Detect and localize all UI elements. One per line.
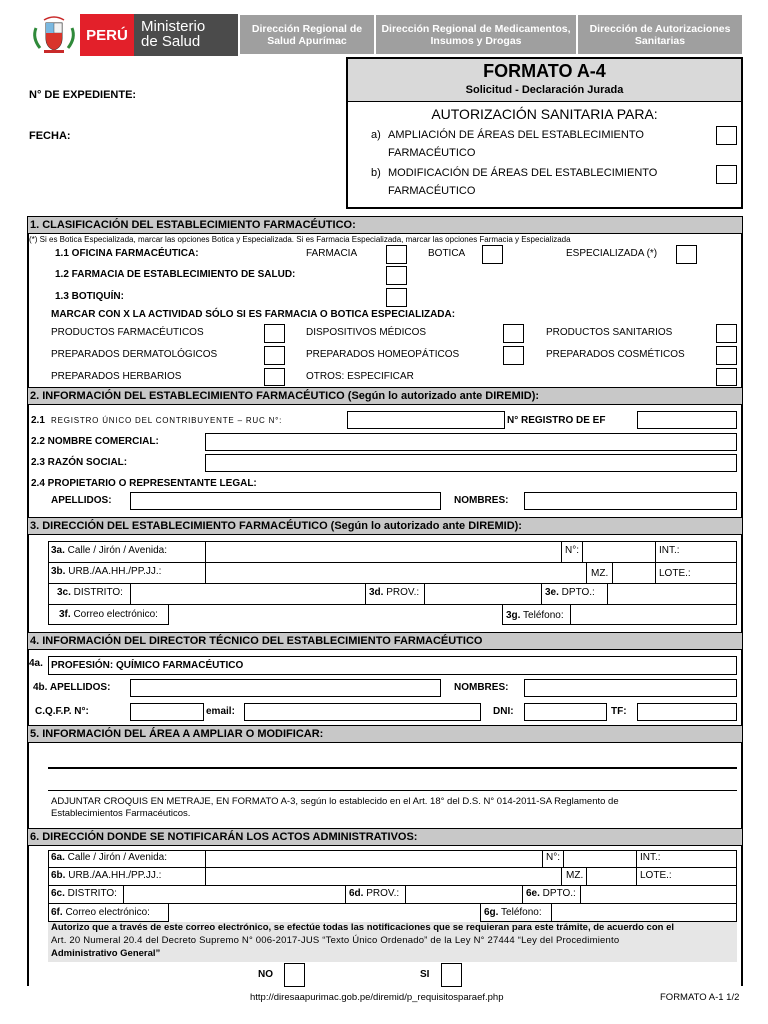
nombre-comercial-label: 2.2 NOMBRE COMERCIAL:	[31, 436, 159, 447]
propietario-nombres-input[interactable]	[524, 492, 737, 510]
propietario-label: 2.4 PROPIETARIO O REPRESENTANTE LEGAL:	[31, 478, 257, 489]
fecha-label: FECHA:	[29, 130, 71, 142]
cqfp-label: C.Q.F.P. N°:	[35, 706, 89, 717]
row-1-1-label: 1.1 OFICINA FARMACÉUTICA:	[55, 248, 199, 259]
s3-mz-input[interactable]	[612, 563, 656, 583]
s6-telefono-label	[484, 907, 542, 919]
s6-urb-text: URB./AA.HH./PP.JJ.:	[65, 870, 162, 881]
peru-label: PERÚ	[86, 26, 128, 44]
option-b-line2: FARMACÉUTICO	[388, 185, 476, 197]
s6-dpto-input[interactable]	[580, 886, 581, 903]
s6-calle-number: 6a.	[51, 852, 65, 863]
ruc-input[interactable]	[347, 411, 505, 429]
preparados-homeopaticos-checkbox[interactable]	[503, 346, 524, 365]
farmacia-label: FARMACIA	[306, 248, 358, 259]
director-nombres-input[interactable]	[524, 679, 737, 697]
profesion-label: PROFESIÓN: QUÍMICO FARMACÉUTICO	[51, 660, 244, 671]
director-email-input[interactable]	[244, 703, 481, 721]
s3-correo-input[interactable]	[168, 605, 503, 625]
s6-dpto-label	[526, 888, 576, 900]
tf-input[interactable]	[637, 703, 737, 721]
formato-title: FORMATO A-4	[483, 61, 606, 81]
peru-brand-block	[80, 14, 134, 56]
s6-int-label: INT.:	[640, 852, 661, 863]
s3-calle-text: Calle / Jirón / Avenida:	[64, 545, 168, 556]
s3-telefono-input[interactable]	[570, 605, 571, 625]
director-nombres-label: NOMBRES:	[454, 682, 509, 693]
especializada-checkbox[interactable]	[676, 245, 697, 264]
row-2-1-number: 2.1	[31, 415, 45, 426]
marcar-actividad-label: MARCAR CON X LA ACTIVIDAD SÓLO SI ES FARMACIA O BOTICA ESPECIALIZADA:	[51, 309, 456, 320]
preparados-herbarios-label: PREPARADOS HERBARIOS	[51, 371, 182, 382]
s3-distrito-input[interactable]	[130, 584, 366, 604]
option-b-letter: b)	[371, 167, 381, 179]
registro-ef-input[interactable]	[637, 411, 737, 429]
s3-correo-text: Correo electrónico:	[70, 609, 158, 620]
otros-checkbox[interactable]	[716, 368, 737, 386]
ministerio-line2: de Salud	[141, 33, 201, 50]
s6-lote-label: LOTE.:	[640, 870, 672, 881]
s6-distrito-number: 6c.	[51, 888, 65, 899]
s3-numero-label: N°:	[565, 545, 579, 556]
s3-prov-text: PROV.:	[383, 587, 420, 598]
autorizo-line3: Administrativo General”	[51, 948, 161, 959]
nombre-comercial-input[interactable]	[205, 433, 737, 451]
row-1-3-label: 1.3 BOTIQUÍN:	[55, 291, 124, 302]
s3-numero-input[interactable]	[582, 542, 656, 562]
s3-telefono-label	[506, 610, 564, 622]
s6-prov-input[interactable]	[405, 886, 523, 903]
productos-sanitarios-checkbox[interactable]	[716, 324, 737, 343]
option-a-checkbox[interactable]	[716, 126, 737, 145]
formato-subtitle: Solicitud - Declaración Jurada	[465, 84, 624, 96]
s3-urb-input[interactable]	[205, 563, 587, 583]
razon-social-label: 2.3 RAZÓN SOCIAL:	[31, 457, 128, 468]
adjuntar-line2: Establecimientos Farmacéuticos.	[51, 808, 191, 819]
adjuntar-line1: ADJUNTAR CROQUIS EN METRAJE, EN FORMATO A-3, según lo establecido en el Art. 18° del D.S. N° 014-2011-SA Reglamento de	[51, 796, 619, 807]
s6-correo-number: 6f.	[51, 907, 63, 918]
s6-dpto-text: DPTO.:	[539, 888, 576, 899]
s3-distrito-number: 3c.	[57, 587, 71, 598]
s3-telefono-number: 3g.	[506, 610, 521, 621]
footer-url: http://diresaapurimac.gob.pe/diremid/p_requisitosparaef.php	[250, 992, 504, 1003]
s3-lote-label: LOTE.:	[659, 568, 691, 579]
dni-label: DNI:	[493, 706, 514, 717]
s6-telefono-input[interactable]	[551, 904, 552, 922]
s3-correo-number: 3f.	[59, 609, 71, 620]
ministerio-block	[134, 14, 238, 56]
s3-int-label: INT.:	[659, 545, 680, 556]
farmacia-est-salud-checkbox[interactable]	[386, 266, 407, 285]
s3-distrito-text: DISTRITO:	[70, 587, 123, 598]
s6-mz-label: MZ.	[566, 870, 584, 881]
s6-correo-label	[51, 907, 150, 919]
s6-prov-label	[349, 888, 399, 900]
s3-urb-number: 3b.	[51, 566, 66, 577]
preparados-herbarios-checkbox[interactable]	[264, 368, 285, 386]
coat-of-arms-icon	[30, 14, 78, 56]
s3-dpto-input[interactable]	[607, 584, 608, 604]
s3-prov-number: 3d.	[369, 587, 384, 598]
s3-urb-label	[51, 566, 161, 578]
option-b-checkbox[interactable]	[716, 165, 737, 184]
dispositivos-medicos-checkbox[interactable]	[503, 324, 524, 343]
option-a-line2: FARMACÉUTICO	[388, 147, 476, 159]
preparados-homeopaticos-label: PREPARADOS HOMEOPÁTICOS	[306, 349, 460, 360]
botica-label: BOTICA	[428, 248, 466, 259]
s6-distrito-input[interactable]	[123, 886, 346, 903]
no-label: NO	[258, 969, 273, 980]
s3-dpto-text: DPTO.:	[558, 587, 595, 598]
s3-correo-label	[59, 609, 158, 621]
s6-urb-input[interactable]	[205, 868, 562, 885]
section-4-header: 4. INFORMACIÓN DEL DIRECTOR TÉCNICO DEL ESTABLECIMIENTO FARMACÉUTICO	[27, 632, 743, 650]
row-1-2-label: 1.2 FARMACIA DE ESTABLECIMIENTO DE SALUD:	[55, 269, 296, 280]
section-3-header: 3. DIRECCIÓN DEL ESTABLECIMIENTO FARMACÉUTICO (Según lo autorizado ante DIREMID):	[27, 517, 743, 535]
preparados-cosmeticos-checkbox[interactable]	[716, 346, 737, 365]
s3-calle-input[interactable]	[205, 542, 562, 562]
preparados-cosmeticos-label: PREPARADOS COSMÉTICOS	[546, 349, 685, 360]
botiquin-checkbox[interactable]	[386, 288, 407, 307]
tf-label: TF:	[611, 706, 627, 717]
s6-numero-input[interactable]	[563, 851, 637, 867]
especializada-label: ESPECIALIZADA (*)	[566, 248, 658, 259]
header-tab-autorizaciones: Dirección de Autorizaciones Sanitarias	[578, 15, 742, 54]
s3-prov-input[interactable]	[424, 584, 542, 604]
director-apellidos-label: 4b. APELLIDOS:	[33, 682, 111, 693]
section-6-header: 6. DIRECCIÓN DONDE SE NOTIFICARÁN LOS ACTOS ADMINISTRATIVOS:	[27, 828, 743, 846]
s6-telefono-text: Teléfono:	[498, 907, 542, 918]
s3-dpto-number: 3e.	[545, 587, 559, 598]
s6-telefono-number: 6g.	[484, 907, 499, 918]
no-checkbox[interactable]	[284, 963, 305, 987]
farmacia-checkbox[interactable]	[386, 245, 407, 264]
director-apellidos-input[interactable]	[130, 679, 441, 697]
header-tab-diremid: Dirección Regional de Medicamentos, Insumos y Drogas	[376, 15, 576, 54]
s6-prov-text: PROV.:	[363, 888, 400, 899]
s6-calle-text: Calle / Jirón / Avenida:	[64, 852, 168, 863]
area-line-2[interactable]	[48, 790, 737, 791]
ruc-label: REGISTRO ÚNICO DEL CONTRIBUYENTE – RUC N°:	[51, 416, 283, 425]
s3-telefono-text: Teléfono:	[520, 610, 564, 621]
autorizo-line2: Art. 20 Numeral 20.4 del Decreto Supremo N° 006-2017-JUS “Texto Único Ordenado” de la Ley N° 27444 “Ley del Procedimiento	[51, 935, 620, 946]
director-email-label: email:	[206, 706, 235, 717]
ministerio-line1: Ministerio	[141, 18, 206, 35]
s3-urb-text: URB./AA.HH./PP.JJ.:	[65, 566, 162, 577]
razon-social-input[interactable]	[205, 454, 737, 472]
footer-page: FORMATO A-1 1/2	[660, 992, 740, 1003]
s6-correo-input[interactable]	[168, 904, 481, 922]
s6-prov-number: 6d.	[349, 888, 364, 899]
expediente-label: N° DE EXPEDIENTE:	[29, 89, 137, 101]
section-1-note: (*) Si es Botica Especializada, marcar las opciones Botica y Especializada. Si es Farmacia Especializada, marcar las opciones Farmacia y Especializada	[29, 235, 571, 244]
s6-calle-label	[51, 852, 167, 864]
frame-right-border	[741, 216, 743, 986]
cqfp-input[interactable]	[130, 703, 204, 721]
botica-checkbox[interactable]	[482, 245, 503, 264]
option-b-line1: MODIFICACIÓN DE ÁREAS DEL ESTABLECIMIENTO	[388, 167, 658, 179]
section-1-header: 1. CLASIFICACIÓN DEL ESTABLECIMIENTO FARMACÉUTICO:	[27, 216, 743, 234]
propietario-apellidos-label: APELLIDOS:	[51, 495, 112, 506]
si-checkbox[interactable]	[441, 963, 462, 987]
s3-calle-number: 3a.	[51, 545, 65, 556]
area-line-1[interactable]	[48, 767, 737, 769]
propietario-nombres-label: NOMBRES:	[454, 495, 509, 506]
frame-left-border	[27, 216, 29, 986]
s6-urb-label	[51, 870, 161, 882]
s3-distrito-label	[57, 587, 123, 599]
s3-calle-label	[51, 545, 167, 557]
s6-urb-number: 6b.	[51, 870, 66, 881]
s3-mz-label: MZ.	[591, 568, 609, 579]
autorizacion-heading: AUTORIZACIÓN SANITARIA PARA:	[431, 106, 658, 122]
s6-dpto-number: 6e.	[526, 888, 540, 899]
autorizo-line1: Autorizo que a través de este correo electrónico, se efectúe todas las notificaciones que se requieran para este trámite, de acuerdo con el	[51, 922, 674, 933]
preparados-dermatologicos-label: PREPARADOS DERMATOLÓGICOS	[51, 349, 218, 360]
s3-prov-label	[369, 587, 419, 599]
productos-farmaceuticos-checkbox[interactable]	[264, 324, 285, 343]
s6-distrito-text: DISTRITO:	[64, 888, 117, 899]
section-2-header: 2. INFORMACIÓN DEL ESTABLECIMIENTO FARMACÉUTICO (Según lo autorizado ante DIREMID):	[27, 387, 743, 405]
s6-mz-input[interactable]	[586, 868, 637, 885]
registro-ef-label: N° REGISTRO DE EF	[507, 415, 606, 426]
productos-farmaceuticos-label: PRODUCTOS FARMACÉUTICOS	[51, 327, 204, 338]
s6-correo-text: Correo electrónico:	[62, 907, 150, 918]
otros-especificar-label: OTROS: ESPECIFICAR	[306, 371, 414, 382]
s6-calle-input[interactable]	[205, 851, 543, 867]
s6-distrito-label	[51, 888, 117, 900]
dni-input[interactable]	[524, 703, 607, 721]
dispositivos-medicos-label: DISPOSITIVOS MÉDICOS	[306, 327, 427, 338]
option-a-letter: a)	[371, 129, 381, 141]
productos-sanitarios-label: PRODUCTOS SANITARIOS	[546, 327, 673, 338]
row-4a-number: 4a.	[29, 658, 43, 669]
s3-dpto-label	[545, 587, 595, 599]
propietario-apellidos-input[interactable]	[130, 492, 441, 510]
header-tab-diresa: Dirección Regional de Salud Apurímac	[240, 15, 374, 54]
section-5-header: 5. INFORMACIÓN DEL ÁREA A AMPLIAR O MODIFICAR:	[27, 725, 743, 743]
option-a-line1: AMPLIACIÓN DE ÁREAS DEL ESTABLECIMIENTO	[388, 129, 644, 141]
s6-numero-label: N°:	[546, 852, 560, 863]
preparados-dermatologicos-checkbox[interactable]	[264, 346, 285, 365]
si-label: SI	[420, 969, 430, 980]
